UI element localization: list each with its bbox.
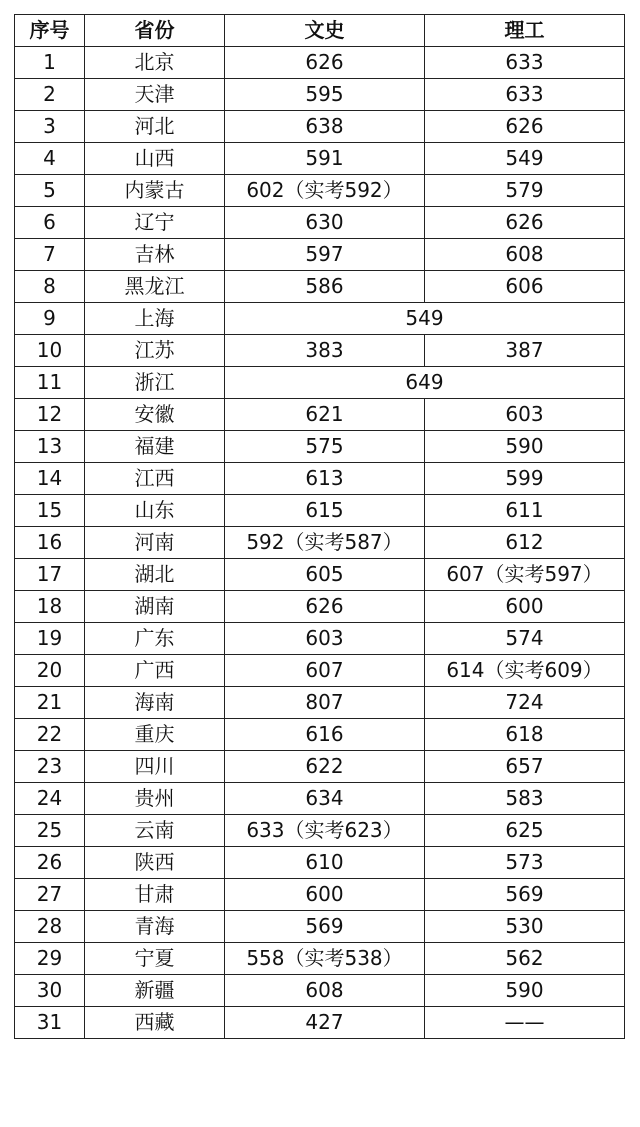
table-row — [15, 431, 625, 463]
row-index: 7 — [15, 239, 85, 271]
table-row — [15, 879, 625, 911]
table-row — [15, 975, 625, 1007]
wenshi-score-cell: 383 — [225, 335, 425, 367]
ligong-score-cell: 574 — [425, 623, 625, 655]
wenshi-score-cell: 607 — [225, 655, 425, 687]
table-row — [15, 1007, 625, 1039]
province-cell: 青海 — [85, 911, 225, 943]
wenshi-score-cell: 622 — [225, 751, 425, 783]
ligong-score-cell: 633 — [425, 79, 625, 111]
ligong-score-cell: 600 — [425, 591, 625, 623]
table-row — [15, 815, 625, 847]
wenshi-score-cell: 605 — [225, 559, 425, 591]
combined-score-cell: 549 — [225, 303, 625, 335]
province-cell: 山西 — [85, 143, 225, 175]
ligong-score-cell: 608 — [425, 239, 625, 271]
ligong-score-cell: 530 — [425, 911, 625, 943]
province-cell: 内蒙古 — [85, 175, 225, 207]
province-cell: 江苏 — [85, 335, 225, 367]
ligong-score-cell: 612 — [425, 527, 625, 559]
header-index: 序号 — [15, 15, 85, 47]
table-row — [15, 399, 625, 431]
province-cell: 上海 — [85, 303, 225, 335]
province-cell: 湖北 — [85, 559, 225, 591]
ligong-score-cell: 633 — [425, 47, 625, 79]
row-index: 18 — [15, 591, 85, 623]
row-index: 8 — [15, 271, 85, 303]
table-row — [15, 783, 625, 815]
ligong-score-cell: 590 — [425, 431, 625, 463]
province-cell: 福建 — [85, 431, 225, 463]
table-row — [15, 79, 625, 111]
row-index: 20 — [15, 655, 85, 687]
row-index: 2 — [15, 79, 85, 111]
row-index: 5 — [15, 175, 85, 207]
province-cell: 吉林 — [85, 239, 225, 271]
row-index: 9 — [15, 303, 85, 335]
table-row — [15, 271, 625, 303]
table-row — [15, 847, 625, 879]
province-cell: 云南 — [85, 815, 225, 847]
wenshi-score-cell: 610 — [225, 847, 425, 879]
table-row — [15, 495, 625, 527]
wenshi-score-cell: 597 — [225, 239, 425, 271]
table-row — [15, 47, 625, 79]
table-row — [15, 719, 625, 751]
ligong-score-cell: 569 — [425, 879, 625, 911]
ligong-score-cell: 614（实考609） — [425, 655, 625, 687]
wenshi-score-cell: 595 — [225, 79, 425, 111]
ligong-score-cell: 583 — [425, 783, 625, 815]
table-row — [15, 367, 625, 399]
ligong-score-cell: 573 — [425, 847, 625, 879]
wenshi-score-cell: 427 — [225, 1007, 425, 1039]
row-index: 15 — [15, 495, 85, 527]
table-row — [15, 911, 625, 943]
ligong-score-cell: 625 — [425, 815, 625, 847]
table-row — [15, 335, 625, 367]
table-row — [15, 143, 625, 175]
province-cell: 北京 — [85, 47, 225, 79]
wenshi-score-cell: 633（实考623） — [225, 815, 425, 847]
province-cell: 西藏 — [85, 1007, 225, 1039]
province-cell: 重庆 — [85, 719, 225, 751]
table-row — [15, 655, 625, 687]
province-cell: 宁夏 — [85, 943, 225, 975]
row-index: 4 — [15, 143, 85, 175]
table-row — [15, 559, 625, 591]
wenshi-score-cell: 586 — [225, 271, 425, 303]
ligong-score-cell: 724 — [425, 687, 625, 719]
province-cell: 河南 — [85, 527, 225, 559]
table-row — [15, 111, 625, 143]
wenshi-score-cell: 626 — [225, 47, 425, 79]
province-cell: 山东 — [85, 495, 225, 527]
table-row — [15, 175, 625, 207]
table-row — [15, 751, 625, 783]
province-cell: 广西 — [85, 655, 225, 687]
wenshi-score-cell: 634 — [225, 783, 425, 815]
row-index: 12 — [15, 399, 85, 431]
row-index: 28 — [15, 911, 85, 943]
row-index: 3 — [15, 111, 85, 143]
wenshi-score-cell: 602（实考592） — [225, 175, 425, 207]
ligong-score-cell: 607（实考597） — [425, 559, 625, 591]
ligong-score-cell: 387 — [425, 335, 625, 367]
row-index: 16 — [15, 527, 85, 559]
row-index: 17 — [15, 559, 85, 591]
combined-score-cell: 649 — [225, 367, 625, 399]
header-row — [15, 15, 625, 47]
province-cell: 辽宁 — [85, 207, 225, 239]
province-cell: 湖南 — [85, 591, 225, 623]
row-index: 22 — [15, 719, 85, 751]
table-row — [15, 207, 625, 239]
province-cell: 贵州 — [85, 783, 225, 815]
table-row — [15, 943, 625, 975]
wenshi-score-cell: 569 — [225, 911, 425, 943]
table-row — [15, 303, 625, 335]
province-cell: 安徽 — [85, 399, 225, 431]
row-index: 24 — [15, 783, 85, 815]
row-index: 31 — [15, 1007, 85, 1039]
province-cell: 广东 — [85, 623, 225, 655]
ligong-score-cell: 599 — [425, 463, 625, 495]
wenshi-score-cell: 600 — [225, 879, 425, 911]
row-index: 25 — [15, 815, 85, 847]
row-index: 29 — [15, 943, 85, 975]
wenshi-score-cell: 592（实考587） — [225, 527, 425, 559]
wenshi-score-cell: 591 — [225, 143, 425, 175]
wenshi-score-cell: 575 — [225, 431, 425, 463]
ligong-score-cell: 579 — [425, 175, 625, 207]
ligong-score-cell: 562 — [425, 943, 625, 975]
wenshi-score-cell: 603 — [225, 623, 425, 655]
ligong-score-cell: 657 — [425, 751, 625, 783]
table-body — [15, 47, 625, 1039]
wenshi-score-cell: 621 — [225, 399, 425, 431]
province-cell: 河北 — [85, 111, 225, 143]
row-index: 19 — [15, 623, 85, 655]
ligong-score-cell: 590 — [425, 975, 625, 1007]
province-cell: 海南 — [85, 687, 225, 719]
row-index: 23 — [15, 751, 85, 783]
row-index: 11 — [15, 367, 85, 399]
ligong-score-cell: 618 — [425, 719, 625, 751]
ligong-score-cell: 549 — [425, 143, 625, 175]
province-cell: 新疆 — [85, 975, 225, 1007]
table-row — [15, 591, 625, 623]
row-index: 30 — [15, 975, 85, 1007]
wenshi-score-cell: 558（实考538） — [225, 943, 425, 975]
ligong-score-cell: 626 — [425, 207, 625, 239]
ligong-score-cell: 611 — [425, 495, 625, 527]
province-cell: 陕西 — [85, 847, 225, 879]
province-cell: 四川 — [85, 751, 225, 783]
table-row — [15, 687, 625, 719]
row-index: 27 — [15, 879, 85, 911]
header-wenshi: 文史 — [225, 15, 425, 47]
row-index: 6 — [15, 207, 85, 239]
ligong-score-cell: —— — [425, 1007, 625, 1039]
wenshi-score-cell: 616 — [225, 719, 425, 751]
wenshi-score-cell: 807 — [225, 687, 425, 719]
table-row — [15, 239, 625, 271]
table-row — [15, 623, 625, 655]
header-ligong: 理工 — [425, 15, 625, 47]
ligong-score-cell: 606 — [425, 271, 625, 303]
table-row — [15, 463, 625, 495]
ligong-score-cell: 603 — [425, 399, 625, 431]
table-row — [15, 527, 625, 559]
row-index: 13 — [15, 431, 85, 463]
ligong-score-cell: 626 — [425, 111, 625, 143]
wenshi-score-cell: 613 — [225, 463, 425, 495]
province-cell: 甘肃 — [85, 879, 225, 911]
wenshi-score-cell: 626 — [225, 591, 425, 623]
wenshi-score-cell: 638 — [225, 111, 425, 143]
row-index: 14 — [15, 463, 85, 495]
province-cell: 江西 — [85, 463, 225, 495]
province-cell: 天津 — [85, 79, 225, 111]
row-index: 1 — [15, 47, 85, 79]
score-table — [14, 14, 625, 1039]
row-index: 10 — [15, 335, 85, 367]
row-index: 26 — [15, 847, 85, 879]
row-index: 21 — [15, 687, 85, 719]
wenshi-score-cell: 615 — [225, 495, 425, 527]
wenshi-score-cell: 630 — [225, 207, 425, 239]
wenshi-score-cell: 608 — [225, 975, 425, 1007]
province-cell: 黑龙江 — [85, 271, 225, 303]
header-province: 省份 — [85, 15, 225, 47]
province-cell: 浙江 — [85, 367, 225, 399]
